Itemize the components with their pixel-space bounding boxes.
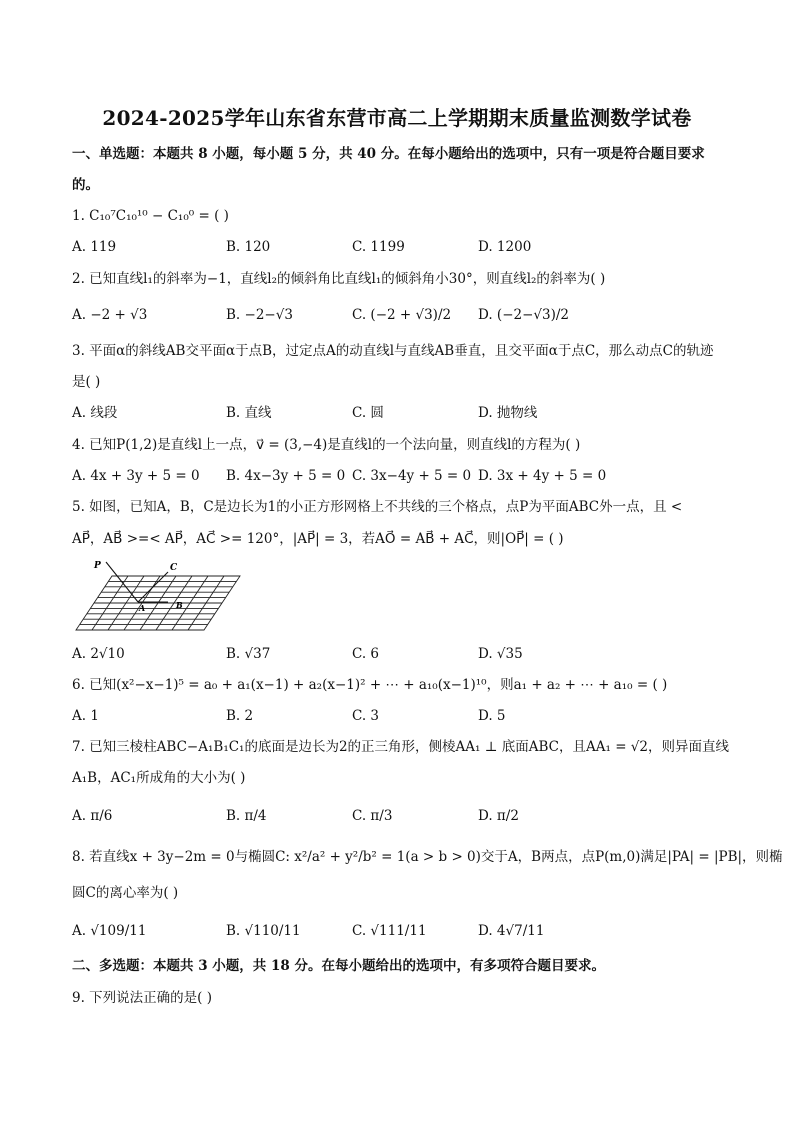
section1-header-line1: 一、单选题：本题共 8 小题，每小题 5 分，共 40 分。在每小题给出的选项中，只有一项是符合题目要求 [72, 146, 705, 162]
question-3-options [72, 404, 732, 426]
option-b: B. −2−√3 [226, 307, 293, 323]
option-c: C. (−2 + √3)/2 [352, 307, 452, 323]
option-a: A. 2√10 [72, 646, 125, 662]
vectors [106, 562, 168, 602]
option-a: A. 1 [72, 708, 99, 724]
question-1-text: 1. C₁₀⁷C₁₀¹⁰ − C₁₀⁰ = ( ) [72, 208, 229, 224]
option-d: D. 抛物线 [478, 405, 538, 421]
option-a: A. √109/11 [72, 923, 147, 939]
option-a: A. 线段 [72, 405, 118, 421]
label-c: C [170, 563, 178, 573]
option-c: C. √111/11 [352, 923, 427, 939]
option-c: C. π/3 [352, 808, 393, 824]
option-a: A. 119 [72, 239, 117, 255]
option-d: D. (−2−√3)/2 [478, 307, 569, 323]
question-5-options [72, 645, 732, 667]
question-2-options [72, 306, 732, 328]
question-7-options [72, 807, 732, 829]
question-1-options [72, 238, 732, 260]
option-a: A. 4x + 3y + 5 = 0 [72, 468, 200, 484]
option-b: B. 120 [226, 239, 271, 255]
question-5-text-line1: 5. 如图，已知A，B，C是边长为1的小正方形网格上不共线的三个格点，点P为平面ABC外一点，且 < [72, 499, 683, 515]
option-d: D. π/2 [478, 808, 519, 824]
option-c: C. 3 [352, 708, 380, 724]
question-8-options [72, 922, 732, 944]
option-d: D. 4√7/11 [478, 923, 545, 939]
option-c: C. 3x−4y + 5 = 0 [352, 468, 472, 484]
question-6-text: 6. 已知(x²−x−1)⁵ = a₀ + a₁(x−1) + a₂(x−1)² + ⋯ + a₁₀(x−1)¹⁰，则a₁ + a₂ + ⋯ + a₁₀ = ( ) [72, 677, 668, 693]
question-4-text: 4. 已知P(1,2)是直线l上一点，v⃗ = (3,−4)是直线l的一个法向量，则直线l的方程为( ) [72, 437, 581, 453]
option-b: B. 4x−3y + 5 = 0 [226, 468, 346, 484]
option-d: D. 1200 [478, 239, 532, 255]
label-b: B [176, 600, 183, 610]
option-d: D. 3x + 4y + 5 = 0 [478, 468, 607, 484]
question-5-text-line2: AP⃗，AB⃗ >=< AP⃗，AC⃗ >= 120°，|AP⃗| = 3，若AO⃗ = AB⃗ + AC⃗，则|OP⃗| = ( ) [72, 531, 564, 547]
question-3-text-line2: 是( ) [72, 374, 101, 390]
grid-lines [76, 576, 240, 630]
question-8-text-line1: 8. 若直线x + 3y−2m = 0与椭圆C: x²/a² + y²/b² = 1(a > b > 0)交于A，B两点，点P(m,0)满足|PA| = |PB|，则椭 [72, 849, 783, 865]
question-4-options [72, 467, 732, 489]
question-9-text: 9. 下列说法正确的是( ) [72, 990, 212, 1006]
segment-ap [106, 562, 138, 602]
question-7-text-line1: 7. 已知三棱柱ABC−A₁B₁C₁的底面是边长为2的正三角形，侧棱AA₁ ⊥ 底面ABC，且AA₁ = √2，则异面直线 [72, 739, 729, 755]
label-a: A [139, 603, 146, 613]
option-b: B. 直线 [226, 405, 272, 421]
option-d: D. 5 [478, 708, 506, 724]
option-c: C. 圆 [352, 405, 384, 421]
question-2-text: 2. 已知直线l₁的斜率为−1，直线l₂的倾斜角比直线l₁的倾斜角小30°，则直线l₂的斜率为( ) [72, 271, 606, 287]
question-6-options [72, 707, 732, 729]
option-a: A. −2 + √3 [72, 307, 148, 323]
option-c: C. 1199 [352, 239, 405, 255]
option-a: A. π/6 [72, 808, 113, 824]
question-3-text-line1: 3. 平面α的斜线AB交平面α于点B，过定点A的动直线l与直线AB垂直，且交平面α于点C，那么动点C的轨迹 [72, 343, 714, 359]
option-d: D. √35 [478, 646, 523, 662]
section2-header: 二、多选题：本题共 3 小题，共 18 分。在每小题给出的选项中，有多项符合题目要求。 [72, 958, 605, 974]
question-7-text-line2: A₁B，AC₁所成角的大小为( ) [72, 770, 246, 786]
grid-figure [72, 558, 242, 638]
question-8-text-line2: 圆C的离心率为( ) [72, 885, 179, 901]
label-p: P [94, 561, 101, 571]
option-c: C. 6 [352, 646, 380, 662]
option-b: B. π/4 [226, 808, 267, 824]
option-b: B. 2 [226, 708, 254, 724]
page-title: 2024-2025学年山东省东营市高二上学期期末质量监测数学试卷 [102, 106, 692, 130]
option-b: B. √37 [226, 646, 271, 662]
option-b: B. √110/11 [226, 923, 301, 939]
section1-header-line2: 的。 [72, 177, 99, 193]
